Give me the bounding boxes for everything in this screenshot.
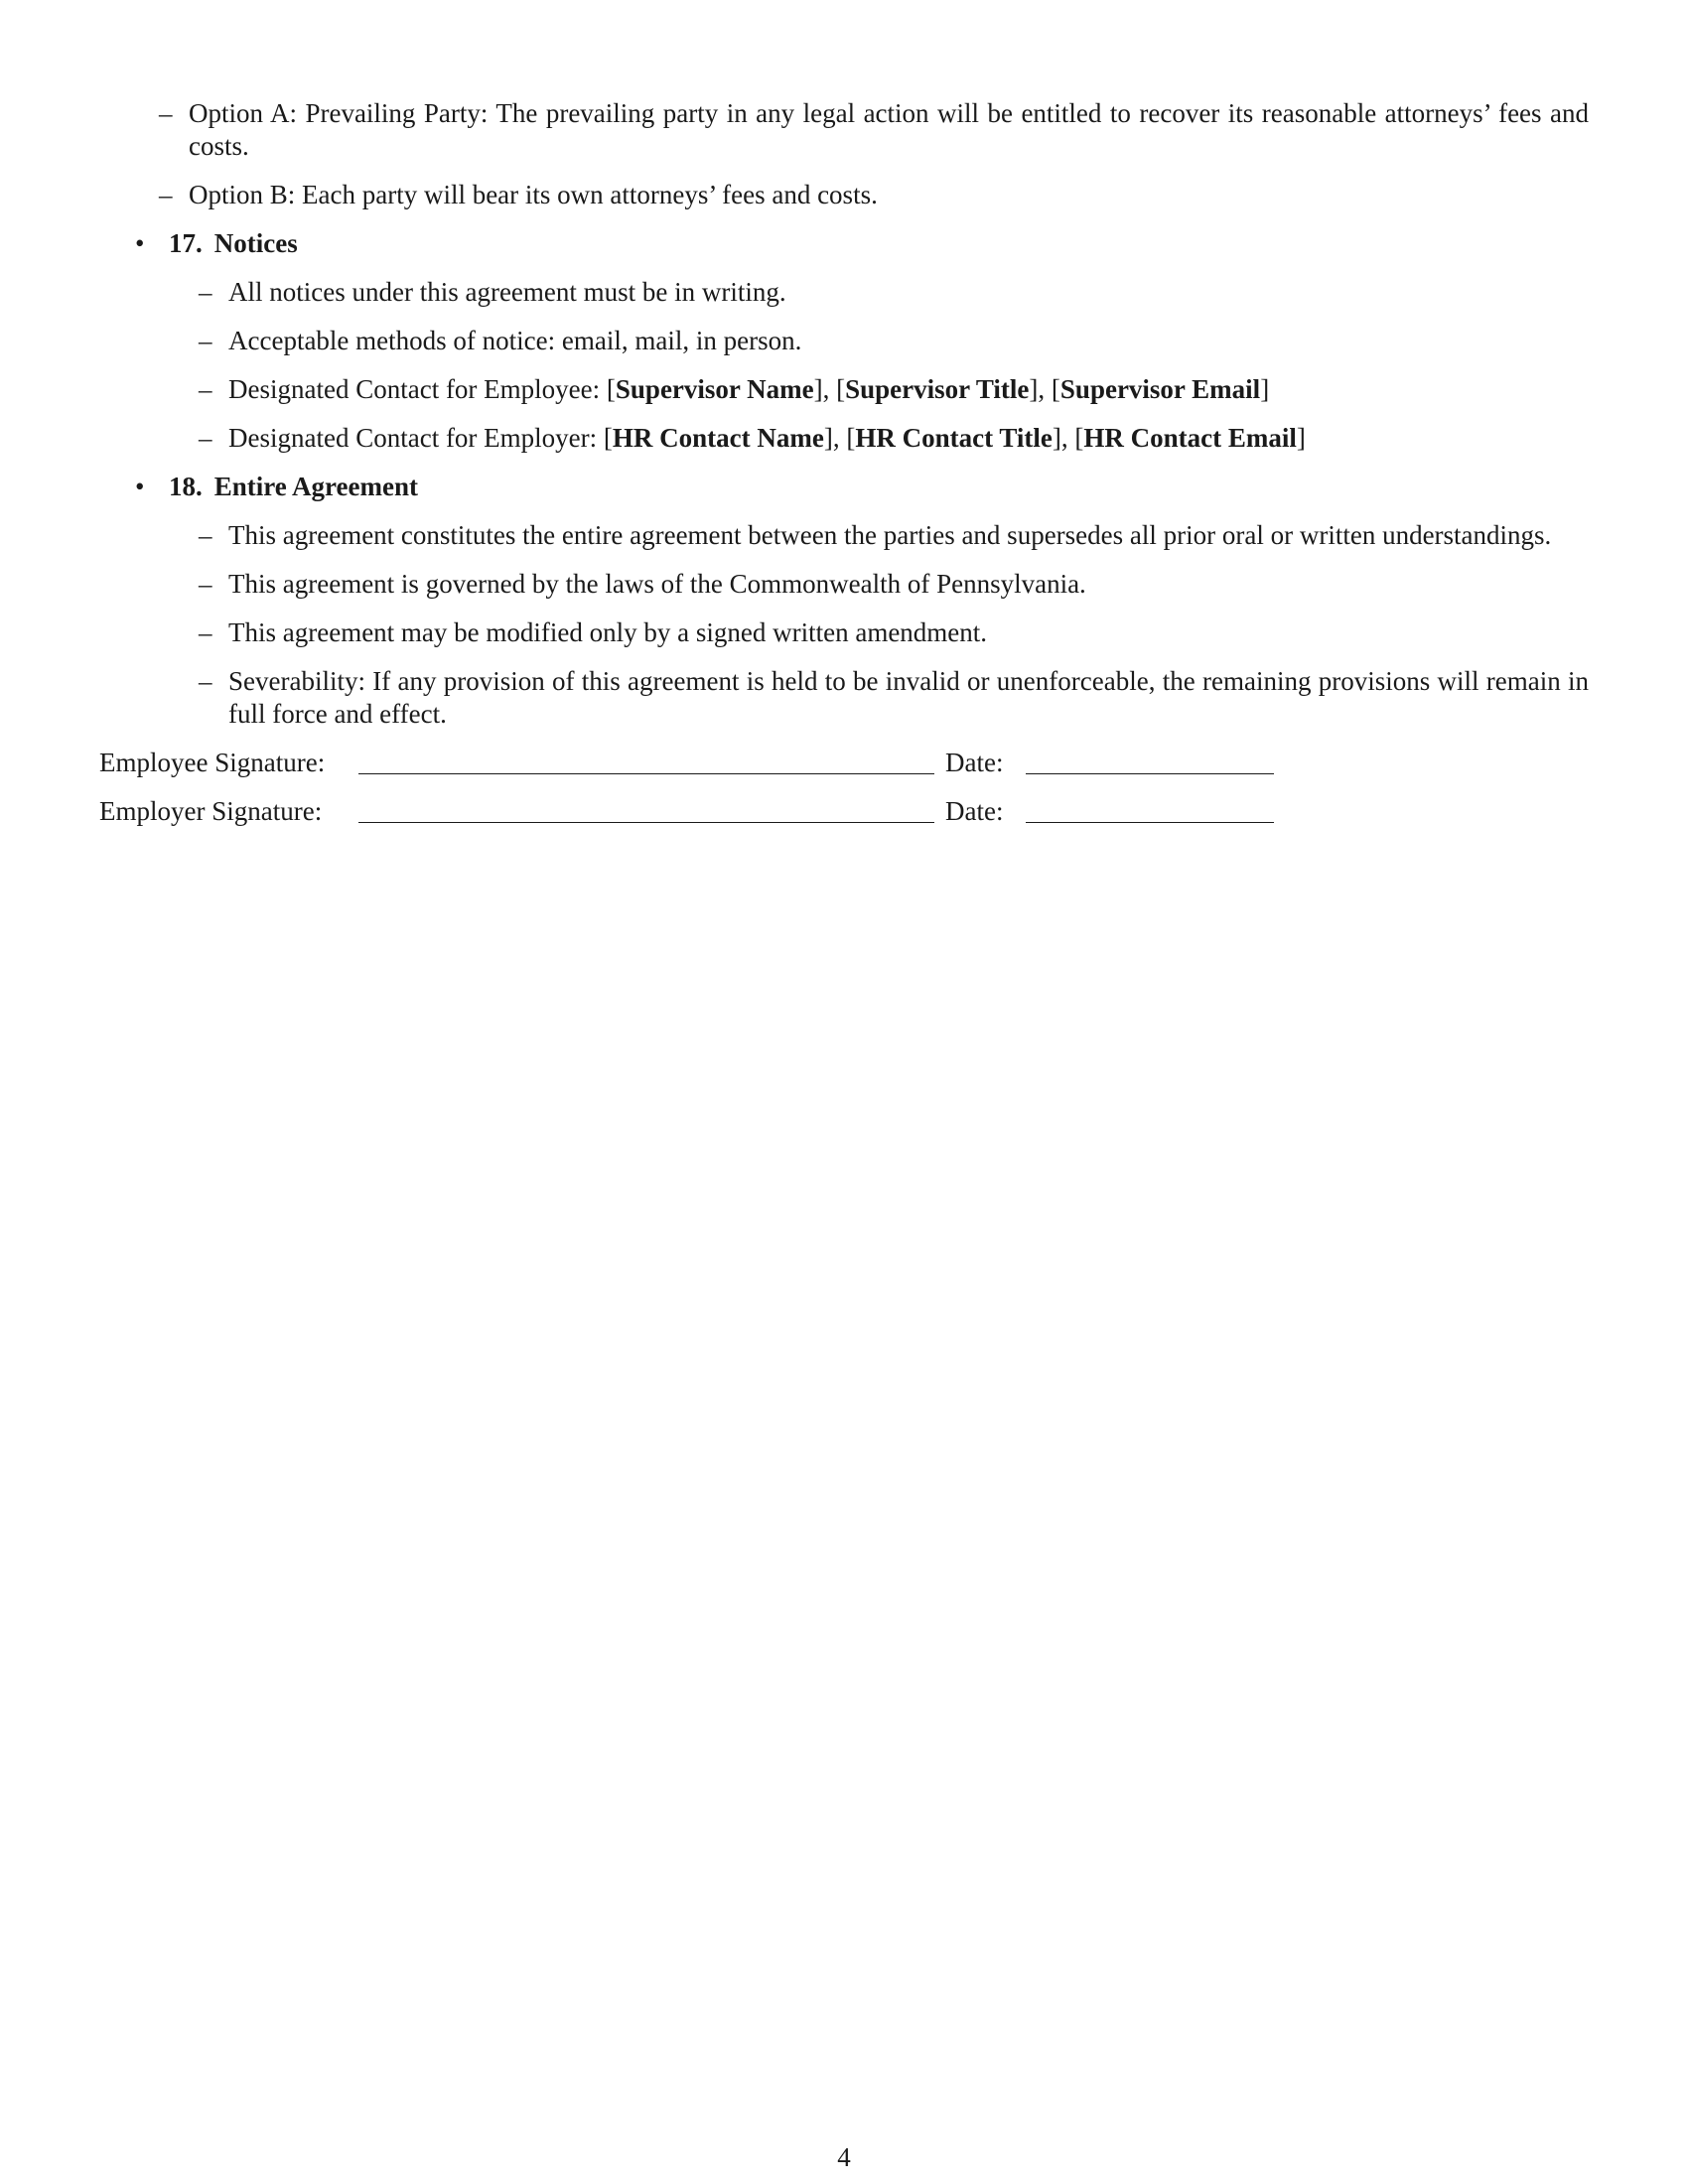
employer-date-line[interactable] (1026, 822, 1274, 823)
dash-bullet: – (159, 98, 173, 128)
document-body (99, 97, 1589, 828)
item-text: Acceptable methods of notice: email, mail, in person. (228, 326, 802, 355)
item-text: This agreement is governed by the laws of the Commonwealth of Pennsylvania. (228, 569, 1086, 599)
supervisor-name-placeholder: Supervisor Name (615, 374, 814, 404)
supervisor-title-placeholder: Supervisor Title (845, 374, 1030, 404)
bullet-icon: • (135, 472, 145, 501)
supervisor-email-placeholder: Supervisor Email (1059, 374, 1261, 404)
item-text: This agreement may be modified only by a signed written amendment. (228, 617, 988, 647)
item-text: All notices under this agreement must be in writing. (228, 277, 786, 307)
section-title: Entire Agreement (213, 472, 418, 501)
employee-contact-label: Designated Contact for Employee: (228, 374, 607, 404)
dash-bullet: – (199, 520, 212, 550)
section-title: Notices (213, 228, 298, 258)
dash-bullet: – (199, 569, 212, 599)
employer-date-label: Date: (945, 796, 1004, 826)
employee-signature-label: Employee Signature: (99, 748, 326, 777)
section-heading (135, 471, 1589, 503)
list-item (169, 519, 1589, 552)
page-number: 4 (837, 2142, 851, 2172)
dash-bullet: – (199, 666, 212, 696)
employer-signature-row (99, 795, 1589, 828)
employer-signature-label: Employer Signature: (99, 796, 323, 826)
dash-bullet: – (199, 326, 212, 355)
employee-date-line[interactable] (1026, 773, 1274, 774)
employer-signature-line[interactable] (358, 822, 934, 823)
employer-contact-item: – Designated Contact for Employer: [HR Contact Name], [HR Contact Title], [HR Contact Email] (199, 423, 1306, 453)
section-number: 18. (169, 472, 203, 501)
hr-contact-email-placeholder: HR Contact Email (1083, 423, 1297, 453)
dash-bullet: – (159, 180, 173, 209)
list-item (169, 568, 1589, 601)
option-a-text: Option A: Prevailing Party: The prevailing party in any legal action will be entitled to recover its reasonable attorneys’ fees and costs. (189, 98, 1589, 161)
employee-date-label: Date: (945, 748, 1004, 777)
option-b-text: Option B: Each party will bear its own attorneys’ fees and costs. (189, 180, 878, 209)
list-item (129, 179, 1589, 211)
notices-items (169, 276, 1589, 455)
bullet-icon: • (135, 228, 145, 258)
list-item (169, 616, 1589, 649)
employer-contact-label: Designated Contact for Employer: (228, 423, 604, 453)
item-text: This agreement constitutes the entire agreement between the parties and supersedes all prior oral or written understandings. (228, 520, 1552, 550)
list-item (129, 97, 1589, 163)
dash-bullet: – (199, 374, 212, 404)
list-item (169, 276, 1589, 309)
item-text: Severability: If any provision of this agreement is held to be invalid or unenforceable, the remaining provisions will remain in full force and effect. (228, 666, 1589, 729)
dash-bullet: – (199, 277, 212, 307)
employee-contact-item: – Designated Contact for Employee: [Supervisor Name], [Supervisor Title], [Supervisor Email] (199, 374, 1270, 404)
section-number: 17. (169, 228, 203, 258)
hr-contact-name-placeholder: HR Contact Name (612, 423, 824, 453)
attorneys-fees-options (0, 97, 1589, 211)
section-list (99, 227, 1589, 731)
section-entire-agreement (99, 471, 1589, 731)
hr-contact-title-placeholder: HR Contact Title (855, 423, 1053, 453)
entire-agreement-items (169, 519, 1589, 731)
employee-signature-line[interactable] (358, 773, 934, 774)
employee-signature-row (99, 747, 1589, 779)
section-heading (135, 227, 1589, 260)
dash-bullet: – (199, 423, 212, 453)
dash-bullet: – (199, 617, 212, 647)
list-item (169, 665, 1589, 731)
section-notices (99, 227, 1589, 455)
list-item (169, 325, 1589, 357)
